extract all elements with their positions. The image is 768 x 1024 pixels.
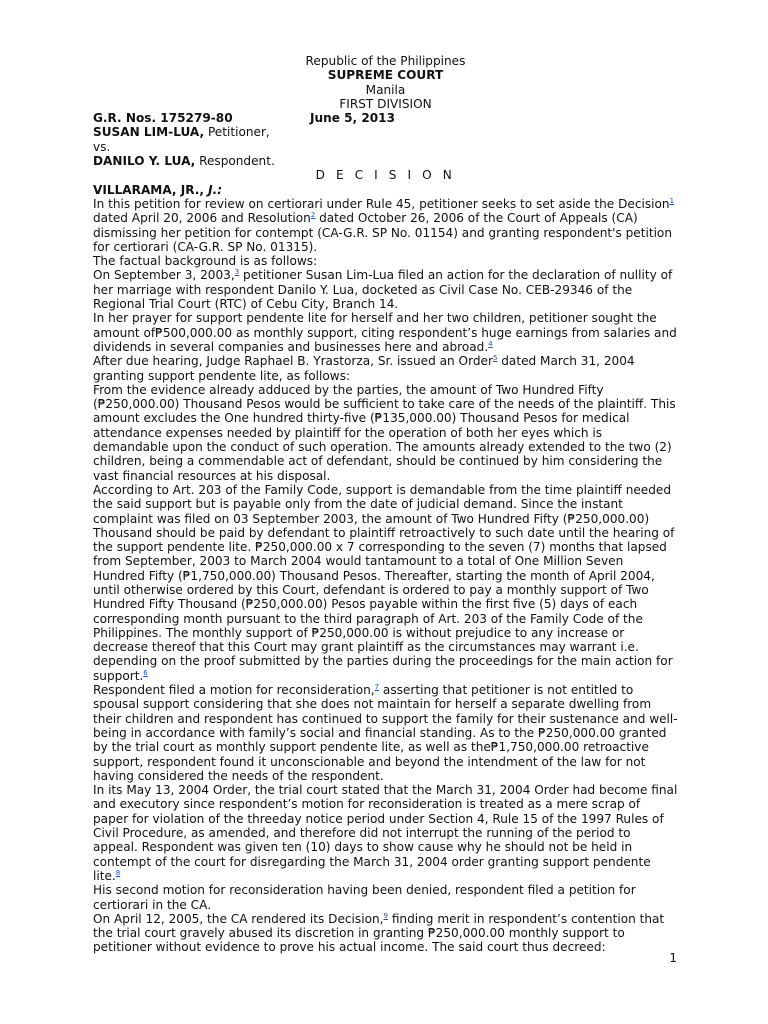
paragraph-text: dated October 26, 2006 of the Court of Appeals (CA) dismissing her petition for contempt (CA-G.R. SP No. 01154) and granting respondent's petition for certiorari (CA-G.R. SP No. 01315). — [93, 211, 672, 254]
footnote-link[interactable]: 6 — [143, 668, 148, 677]
paragraph — [93, 354, 678, 383]
header-court: SUPREME COURT — [327, 68, 444, 83]
case-date: June 5, 2013 — [310, 111, 396, 126]
paragraph-text: dated March 31, 2004 granting support pendente lite, as follows: — [93, 354, 635, 383]
paragraph-text: After due hearing, Judge Raphael B. Yrastorza, Sr. issued an Order — [93, 354, 493, 369]
case-number: G.R. Nos. 175279-80 — [93, 111, 233, 126]
paragraph — [93, 683, 678, 783]
versus: vs. — [93, 139, 111, 154]
footnote-link[interactable]: 2 — [310, 211, 316, 220]
footnote-link[interactable]: 3 — [234, 268, 240, 277]
paragraph — [93, 197, 678, 254]
petitioner-line — [93, 125, 678, 139]
paragraph-text: On April 12, 2005, the CA rendered its Decision, — [93, 911, 384, 926]
paragraph — [93, 483, 678, 683]
paragraph — [93, 783, 678, 883]
ponente — [93, 183, 678, 197]
paragraph-text: The factual background is as follows: — [93, 254, 318, 269]
respondent-name: DANILO Y. LUA, — [93, 154, 196, 169]
footnote-link[interactable]: 8 — [115, 868, 121, 877]
document-page — [93, 54, 678, 955]
petitioner-name: SUSAN LIM-LUA, — [93, 125, 205, 140]
paragraph-text: dated April 20, 2006 and Resolution — [93, 211, 311, 226]
paragraph-text: asserting that petitioner is not entitled to spousal support considering that she does not maintain for herself a separate dwelling from their children and respondent has continued to support the family for their sustenance and well-being in accordance with family’s social and financial standing. As to the ₱250,000.00 granted by the trial court as monthly support pendente lite, as well as the₱1,750,000.00 retroactive support, respondent found it unconscionable and beyond the intendment of the law for not having considered the needs of the respondent. — [93, 683, 678, 783]
decision-body — [93, 197, 678, 955]
paragraph-text: finding merit in respondent’s contention that the trial court gravely abused its discretion in granting ₱250,000.00 monthly support to petitioner without evidence to prove his actual income. The said court thus decreed: — [93, 911, 665, 955]
footnote-link[interactable]: 4 — [488, 339, 493, 348]
case-line — [93, 111, 678, 125]
respondent-role: Respondent. — [195, 154, 275, 169]
footnote-link[interactable]: 1 — [669, 196, 675, 205]
ponente-name: VILLARAMA, JR., — [93, 182, 209, 197]
header-republic: Republic of the Philippines — [305, 54, 466, 68]
paragraph-text: petitioner Susan Lim-Lua filed an action for the declaration of nullity of her marriage with respondent Danilo Y. Lua, docketed as Civil Case No. CEB-29346 of the Regional Trial Court (RTC) of Cebu City, Branch 14. — [93, 268, 673, 312]
header-city: Manila — [365, 82, 406, 97]
petitioner-role: Petitioner, — [204, 125, 270, 140]
paragraph — [93, 311, 678, 354]
page-number: 1 — [669, 951, 677, 965]
paragraph-text: In its May 13, 2004 Order, the trial court stated that the March 31, 2004 Order had become final and executory since respondent’s motion for reconsideration is treated as a mere scrap of paper for violation of the threeday notice period under Section 4, Rule 15 of the 1997 Rules of Civil Procedure, as amended, and therefore did not interrupt the running of the period to appeal. Respondent was given ten (10) days to show cause why he should not be held in contempt of the court for disregarding the March 31, 2004 order granting support pendente lite. — [93, 783, 678, 883]
paragraph-text: According to Art. 203 of the Family Code, support is demandable from the time plaintiff needed the said support but is payable only from the date of judicial demand. Since the instant complaint was filed on 03 September 2003, the amount of Two Hundred Fifty (₱250,000.00) Thousand should be paid by defendant to plaintiff retroactively to such date until the hearing of the support pendente lite. ₱250,000.00 x 7 corresponding to the seven (7) months that lapsed from September, 2003 to March 2004 would tantamount to a total of One Million Seven Hundred Fifty (₱1,750,000.00) Thousand Pesos. Thereafter, starting the month of April 2004, until otherwise ordered by this Court, defendant is ordered to pay a monthly support of Two Hundred Fifty Thousand (₱250,000.00) Pesos payable within the first five (5) days of each corresponding month pursuant to the third paragraph of Art. 203 of the Family Code of the Philippines. The monthly support of ₱250,000.00 is without prejudice to any increase or decrease thereof that this Court may grant plaintiff as the circumstances may warrant i.e. depending on the proof submitted by the parties during the proceedings for the main action for support. — [93, 482, 675, 683]
ponente-suffix: J.: — [208, 182, 223, 197]
paragraph-text: From the evidence already adduced by the parties, the amount of Two Hundred Fifty (₱250,000.00) Thousand Pesos would be sufficient to take care of the needs of the plaintiff. This amount excludes the One hundred thirty-five (₱135,000.00) Thousand Pesos for medical attendance expenses needed by plaintiff for the operation of both her eyes which is demandable upon the conduct of such operation. The amounts already extended to the two (2) children, being a commendable act of defendant, should be continued by him considering the vast financial resources at his disposal. — [93, 382, 676, 483]
paragraph — [93, 254, 678, 268]
paragraph-text: His second motion for reconsideration having been denied, respondent filed a petition for certiorari in the CA. — [93, 883, 636, 912]
footnote-link[interactable]: 9 — [383, 911, 388, 920]
footnote-link[interactable]: 5 — [492, 354, 498, 363]
paragraph-text: In this petition for review on certiorari under Rule 45, petitioner seeks to set aside the Decision — [93, 196, 670, 211]
paragraph-text: On September 3, 2003, — [93, 268, 235, 283]
paragraph-text: Respondent filed a motion for reconsideration, — [93, 683, 375, 698]
footnote-link[interactable]: 7 — [374, 683, 380, 692]
paragraph — [93, 883, 678, 912]
paragraph — [93, 268, 678, 311]
paragraph-text: In her prayer for support pendente lite for herself and her two children, petitioner sought the amount of₱500,000.00 as monthly support, citing respondent’s huge earnings from salaries and dividends in several companies and businesses here and abroad. — [93, 311, 677, 354]
respondent-line — [93, 154, 678, 168]
header-division: FIRST DIVISION — [339, 96, 432, 111]
paragraph — [93, 912, 678, 955]
decision-title: D E C I S I O N — [315, 168, 456, 183]
paragraph — [93, 383, 678, 483]
